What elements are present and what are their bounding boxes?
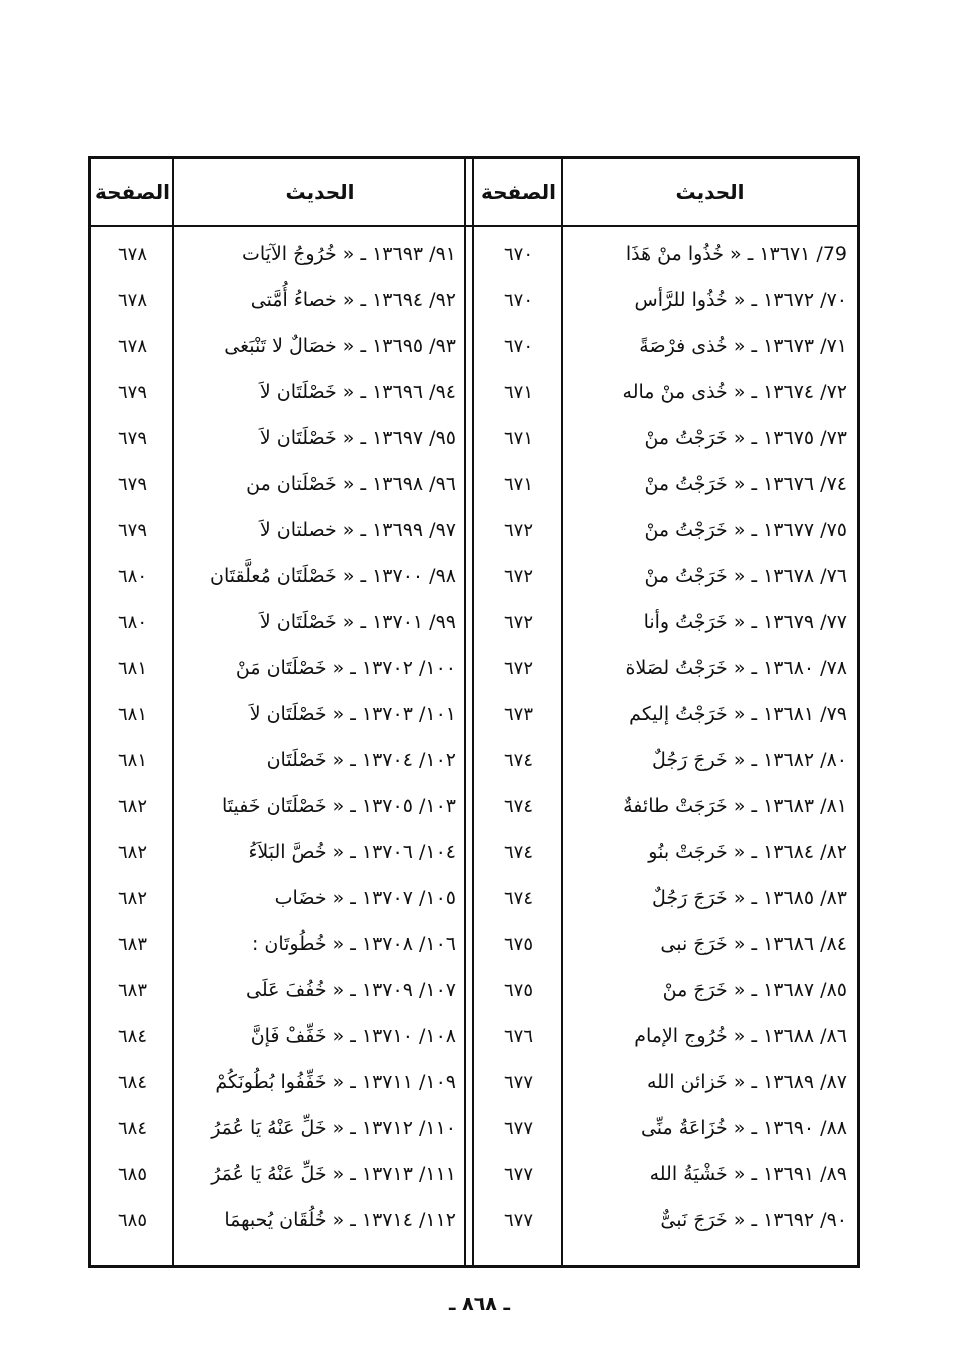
page-ref-right: ٦٧٧ (504, 1071, 534, 1093)
page-ref-left: ٦٨٠ (118, 565, 148, 587)
header-page-right: الصفحة (481, 180, 557, 204)
table-header (91, 159, 857, 227)
hadith-entry-right: ٨٩/ ١٣٦٩١ ـ « خَشْيَةُ الله (649, 1163, 847, 1185)
page-ref-right: ٦٧١ (504, 427, 534, 449)
table-row (91, 323, 857, 369)
page-ref-left: ٦٨٤ (118, 1071, 148, 1093)
hadith-entry-right: 79/ ١٣٦٧١ ـ « خُذُوا منْ هَذَا (625, 243, 847, 265)
page-ref-left: ٦٧٨ (118, 335, 148, 357)
page-ref-right: ٦٧٥ (504, 933, 534, 955)
hadith-entry-right: ٧٧/ ١٣٦٧٩ ـ « خَرَجْتُ وأنا (643, 611, 847, 633)
page-ref-left: ٦٨٣ (118, 933, 148, 955)
page-ref-left: ٦٨٥ (118, 1209, 148, 1231)
hadith-entry-left: ١٠١/ ١٣٧٠٣ ـ « خَصْلَتَان لاَ (249, 703, 456, 725)
hadith-entry-left: ١٠٣/ ١٣٧٠٥ ـ « خَصْلَتَان خَفيتَا (221, 795, 456, 817)
table-row (91, 1059, 857, 1105)
hadith-entry-right: ٧٥/ ١٣٦٧٧ ـ « خَرَجْتُ منْ (644, 519, 847, 541)
header-hadith-left: الحديث (285, 180, 355, 204)
hadith-entry-right: ٨٦/ ١٣٦٨٨ ـ « خُرُوج الإمام (634, 1025, 847, 1047)
table-row (91, 783, 857, 829)
hadith-entry-left: ١٠٢/ ١٣٧٠٤ ـ « خَصْلَتَان (266, 749, 456, 771)
page-ref-left: ٦٨٠ (118, 611, 148, 633)
header-page-left: الصفحة (95, 180, 171, 204)
page-ref-left: ٦٨٣ (118, 979, 148, 1001)
page-ref-right: ٦٧٣ (504, 703, 534, 725)
page-ref-right: ٦٧٤ (504, 841, 534, 863)
hadith-entry-left: ١٠٥/ ١٣٧٠٧ ـ « خضَاب (274, 887, 456, 909)
page-number: ـ ٨٦٨ ـ (448, 1293, 510, 1315)
page-ref-left: ٦٨١ (118, 703, 148, 725)
page-ref-left: ٦٨٤ (118, 1025, 148, 1047)
hadith-entry-left: ٩٤/ ١٣٦٩٦ ـ « خَصْلَتَان لاَ (259, 381, 456, 403)
hadith-entry-right: ٨٢/ ١٣٦٨٤ ـ « خَرجَتْ بنُو (648, 841, 847, 863)
page-ref-left: ٦٨١ (118, 749, 148, 771)
page-ref-left: ٦٨٤ (118, 1117, 148, 1139)
page-ref-right: ٦٧٤ (504, 749, 534, 771)
hadith-entry-left: ١٠٤/ ١٣٧٠٦ ـ « خُصَّ البَلاَءُ (248, 841, 456, 863)
hadith-entry-left: ١١١/ ١٣٧١٣ ـ « خَلِّ عَنْهُ يَا عُمَرُ (211, 1163, 456, 1185)
page-ref-left: ٦٧٩ (118, 381, 148, 403)
hadith-entry-right: ٧٦/ ١٣٦٧٨ ـ « خَرَجْتُ منْ (644, 565, 847, 587)
hadith-entry-left: ٩٨/ ١٣٧٠٠ ـ « خَصْلَتَان مُعلَّقتَان (210, 565, 456, 587)
page-ref-left: ٦٨٥ (118, 1163, 148, 1185)
hadith-entry-right: ٧٢/ ١٣٦٧٤ ـ « خُذى منْ ماله (622, 381, 847, 403)
page-ref-right: ٦٧٢ (504, 565, 534, 587)
hadith-entry-left: ٩٩/ ١٣٧٠١ ـ « خَصْلَتَان لاَ (259, 611, 456, 633)
hadith-entry-left: ٩٦/ ١٣٦٩٨ ـ « خَصْلَتان من (246, 473, 456, 495)
page-ref-right: ٦٧١ (504, 473, 534, 495)
table-row (91, 967, 857, 1013)
hadith-entry-left: ٩٢/ ١٣٦٩٤ ـ « خصاءُ أُمَّتى (250, 289, 456, 311)
hadith-entry-left: ١٠٠/ ١٣٧٠٢ ـ « خَصْلَتَان مَنْ (235, 657, 456, 679)
table-row (91, 461, 857, 507)
page-ref-right: ٦٧٠ (504, 289, 534, 311)
hadith-entry-right: ٨٥/ ١٣٦٨٧ ـ « خَرَجَ منْ (662, 979, 847, 1001)
table-row (91, 737, 857, 783)
page-ref-left: ٦٧٨ (118, 289, 148, 311)
hadith-entry-right: ٧١/ ١٣٦٧٣ ـ « خُذى فرْصَةً (639, 335, 847, 357)
hadith-entry-right: ٨٣/ ١٣٦٨٥ ـ « خَرَجَ رَجُلٌ (651, 887, 847, 909)
table-row (91, 277, 857, 323)
page-ref-right: ٦٧٢ (504, 519, 534, 541)
page-ref-left: ٦٨٢ (118, 795, 148, 817)
hadith-entry-left: ١١٢/ ١٣٧١٤ ـ « خُلُقَان يُحبهمَا (224, 1209, 456, 1231)
table-row (91, 507, 857, 553)
page-ref-right: ٦٧٦ (504, 1025, 534, 1047)
page-ref-right: ٦٧٠ (504, 335, 534, 357)
table-row (91, 1105, 857, 1151)
page-ref-right: ٦٧٤ (504, 795, 534, 817)
page-ref-right: ٦٧٠ (504, 243, 534, 265)
hadith-entry-left: ٩٥/ ١٣٦٩٧ ـ « خَصْلَتَان لاَ (259, 427, 456, 449)
table-row (91, 1013, 857, 1059)
hadith-entry-left: ٩١/ ١٣٦٩٣ ـ « خُرُوجُ الآيَات (241, 243, 456, 265)
hadith-entry-right: ٨٤/ ١٣٦٨٦ ـ « خَرَجَ نبى (660, 933, 847, 955)
table-row (91, 875, 857, 921)
page-ref-left: ٦٧٩ (118, 473, 148, 495)
hadith-entry-right: ٨٠/ ١٣٦٨٢ ـ « خَرجَ رَجُلٌ (651, 749, 847, 771)
table-row (91, 921, 857, 967)
table-row (91, 231, 857, 277)
hadith-entry-right: ٧٠/ ١٣٦٧٢ ـ « خُذُوا للرَّأس (634, 289, 847, 311)
hadith-entry-left: ٩٧/ ١٣٦٩٩ ـ « خصلتان لاَ (259, 519, 456, 541)
hadith-entry-left: ١٠٦/ ١٣٧٠٨ ـ « خُطُوتَان : (251, 933, 456, 955)
hadith-entry-right: ٨٨/ ١٣٦٩٠ ـ « خُزَاعَةُ منِّى (640, 1117, 847, 1139)
table-row (91, 599, 857, 645)
hadith-entry-left: ١١٠/ ١٣٧١٢ ـ « خَلِّ عَنْهُ يَا عُمَرُ (211, 1117, 456, 1139)
hadith-entry-left: ١٠٨/ ١٣٧١٠ ـ « خَفِّفْ فَإنَّ (250, 1025, 456, 1047)
hadith-entry-right: ٨١/ ١٣٦٨٣ ـ « خَرَجَتْ طائفةٌ (623, 795, 847, 817)
page-ref-left: ٦٨١ (118, 657, 148, 679)
page-ref-right: ٦٧١ (504, 381, 534, 403)
table-row (91, 1197, 857, 1243)
hadith-entry-right: ٧٣/ ١٣٦٧٥ ـ « خَرَجْتُ منْ (644, 427, 847, 449)
hadith-entry-right: ٧٤/ ١٣٦٧٦ ـ « خَرَجْتُ منْ (644, 473, 847, 495)
page-ref-left: ٦٧٩ (118, 427, 148, 449)
header-hadith-right: الحديث (675, 180, 745, 204)
table-row (91, 691, 857, 737)
page-ref-right: ٦٧٥ (504, 979, 534, 1001)
page-ref-left: ٦٧٩ (118, 519, 148, 541)
table-row (91, 369, 857, 415)
page-ref-right: ٦٧٤ (504, 887, 534, 909)
table-row (91, 829, 857, 875)
table-row (91, 1151, 857, 1197)
page-ref-left: ٦٨٢ (118, 841, 148, 863)
hadith-entry-right: ٨٧/ ١٣٦٨٩ ـ « خَزائن الله (646, 1071, 847, 1093)
page-ref-left: ٦٧٨ (118, 243, 148, 265)
hadith-entry-right: ٧٩/ ١٣٦٨١ ـ « خَرَجْتُ إليكم (629, 703, 847, 725)
table-row (91, 415, 857, 461)
page-ref-right: ٦٧٧ (504, 1163, 534, 1185)
hadith-entry-left: ٩٣/ ١٣٦٩٥ ـ « خصَالٌ لا تَنْبَغى (224, 335, 456, 357)
hadith-entry-right: ٩٠/ ١٣٦٩٢ ـ « خَرَجَ نَبىٌّ (660, 1209, 847, 1231)
hadith-entry-left: ١٠٩/ ١٣٧١١ ـ « خَفِّفُوا بُطُونَكُمْ (215, 1071, 456, 1093)
table-row (91, 645, 857, 691)
hadith-entry-left: ١٠٧/ ١٣٧٠٩ ـ « خُفُفَ عَلَى (246, 979, 456, 1001)
page-ref-right: ٦٧٧ (504, 1209, 534, 1231)
page-ref-right: ٦٧٧ (504, 1117, 534, 1139)
table-row (91, 553, 857, 599)
index-table (88, 156, 860, 1268)
page-ref-right: ٦٧٢ (504, 657, 534, 679)
page-ref-right: ٦٧٢ (504, 611, 534, 633)
page-ref-left: ٦٨٢ (118, 887, 148, 909)
hadith-entry-right: ٧٨/ ١٣٦٨٠ ـ « خَرَجْتُ لصَلاة (625, 657, 847, 679)
